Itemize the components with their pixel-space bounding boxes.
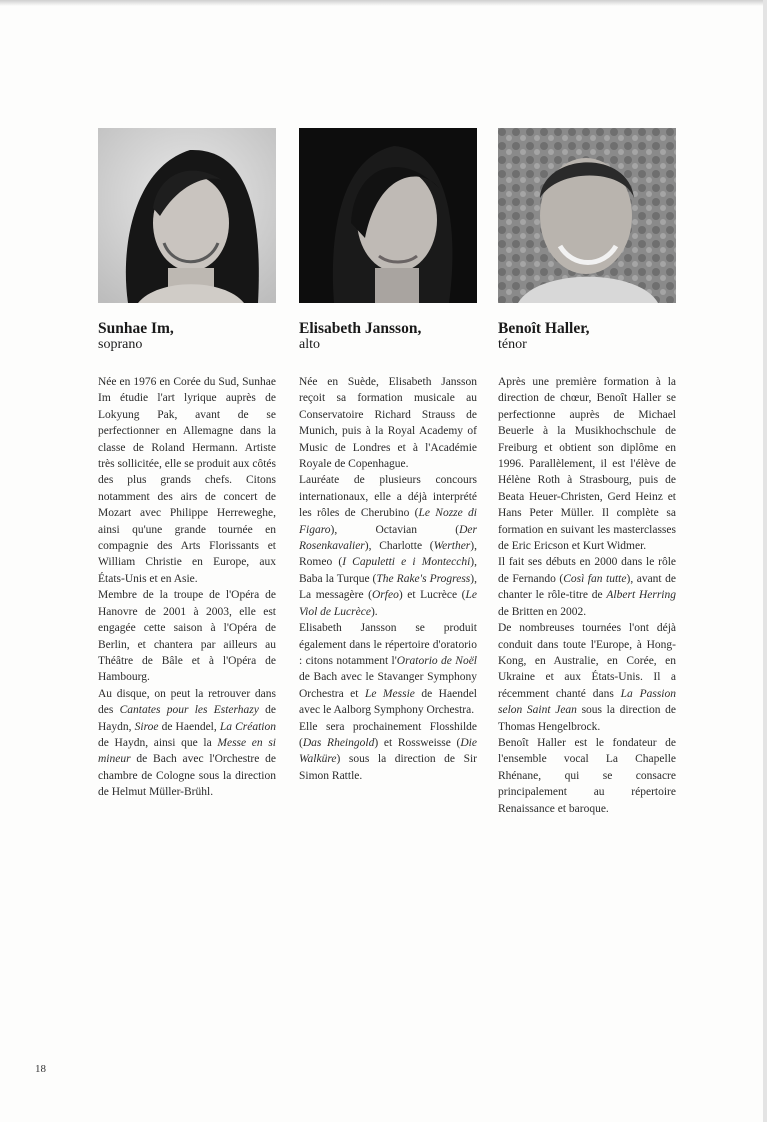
text-run: ). <box>370 605 378 618</box>
work-title: La Passion selon Saint Jean <box>498 687 676 717</box>
portrait-photo-sunhae-im <box>98 128 276 303</box>
text-run: Au disque, on peut la retrouver dans des <box>98 687 276 717</box>
page-number: 18 <box>35 1063 46 1075</box>
text-run: ), Octavian ( <box>330 523 460 536</box>
biography-paragraph <box>299 472 477 620</box>
text-run: de Haendel, <box>158 720 220 733</box>
work-title: Le Viol de Lucrèce <box>299 589 477 618</box>
biography-paragraph <box>299 620 477 718</box>
work-title: Le Messie <box>364 687 415 700</box>
text-run: Elisabeth Jansson se produit également dans le répertoire d'oratorio : citons notamment l' <box>299 622 477 667</box>
artist-biography <box>299 374 477 784</box>
artist-biography <box>98 374 276 801</box>
biography-paragraph <box>98 686 276 801</box>
work-title: Die Walküre <box>299 736 477 766</box>
biography-paragraph <box>498 554 676 620</box>
text-run: ), La messagère ( <box>299 572 477 602</box>
artist-biography <box>498 374 676 817</box>
page-right-edge <box>763 0 767 1122</box>
text-run: ) et Rossweisse ( <box>374 736 461 749</box>
artist-name: Elisabeth Jansson, <box>299 320 422 337</box>
work-title: Messe en si mineur <box>98 736 277 766</box>
biography-paragraph <box>98 374 276 587</box>
portrait-photo-elisabeth-jansson <box>299 128 477 303</box>
text-run: de Britten en 2002. <box>498 605 587 618</box>
work-title: Le Nozze di Figaro <box>299 507 477 536</box>
text-run: De nombreuses tournées l'ont déjà conduit dans toute l'Europe, à Hong-Kong, en Australie, en Corée, en Ukraine et aux États-Unis. Il a récemment chanté dans <box>498 622 676 700</box>
text-run: Lauréate de plusieurs concours internationaux, elle a déjà interprété les rôles de Cherubino ( <box>299 474 477 520</box>
text-run: ), Charlotte ( <box>364 540 434 553</box>
artist-column-1 <box>98 128 276 801</box>
artist-column-2 <box>299 128 477 784</box>
text-run: Née en 1976 en Corée du Sud, Sunhae Im étudie l'art lyrique auprès de Lokyung Pak, avant de se perfectionner en Allemagne dans la classe de Roland Hermann. Artiste très sollicitée, elle se produit aux côtés des plus grands chefs. Citons notamment des airs de concert de Mozart avec Philippe Herreweghe, ainsi qu'une grande tournée en compagnie des Arts Florissants et William Christie en Europe, aux États-Unis et en Asie. <box>98 376 276 585</box>
text-run: Benoît Haller est le fondateur de l'ensemble vocal La Chapelle Rhénane, qui se consacre principalement au répertoire Renaissance et baroque. <box>498 736 676 815</box>
artist-name: Benoît Haller, <box>498 320 590 337</box>
text-run: Elle sera prochainement Flosshilde ( <box>299 720 477 749</box>
work-title: The Rake's Progress <box>376 572 471 585</box>
work-title: Oratorio de Noël <box>396 654 477 667</box>
text-run: ) sous la direction de Sir Simon Rattle. <box>299 753 477 782</box>
biography-paragraph <box>498 620 676 735</box>
biography-paragraph <box>299 719 477 785</box>
artist-voice-type: ténor <box>498 337 527 352</box>
text-run: Membre de la troupe de l'Opéra de Hanovre de 2001 à 2003, elle est engagée cette saison à l'Opéra de Berlin, et chantera par ailleurs au Théâtre de Bâle et à l'Opéra de Hambourg. <box>98 589 276 684</box>
biography-paragraph <box>498 735 676 817</box>
text-run: de Bach avec l'Orchestre de chambre de Cologne sous la direction de Helmut Müller-Brühl. <box>98 753 276 799</box>
portrait-photo-benoit-haller <box>498 128 676 303</box>
text-run: ), Romeo ( <box>299 540 477 569</box>
work-title: Orfeo <box>371 589 399 602</box>
work-title: La Création <box>219 720 276 733</box>
work-title: Der Rosenkavalier <box>299 523 477 553</box>
text-run: Il fait ses débuts en 2000 dans le rôle de Fernando ( <box>498 556 676 585</box>
work-title: I Capuletti e i Montecchi <box>342 556 471 569</box>
text-run: de Haydn, ainsi que la <box>98 736 218 749</box>
text-run: ) et Lucrèce ( <box>398 589 466 602</box>
biography-paragraph <box>98 587 276 685</box>
work-title: Siroe <box>134 720 159 733</box>
work-title: Das Rheingold <box>302 736 375 749</box>
text-run: de Haendel avec le Aalborg Symphony Orchestra. <box>299 687 477 717</box>
text-run: ), Baba la Turque ( <box>299 556 477 585</box>
artist-voice-type: alto <box>299 337 320 352</box>
biography-paragraph <box>498 374 676 554</box>
biography-paragraph <box>299 374 477 472</box>
text-run: ), avant de chanter le rôle-titre de <box>498 572 677 602</box>
work-title: Cantates pour les Esterhazy <box>119 704 259 717</box>
artist-name: Sunhae Im, <box>98 320 174 337</box>
text-run: Née en Suède, Elisabeth Jansson reçoit sa formation musicale au Conservatoire Richard Strauss de Munich, puis à la Royal Academy of Music de Londres et à l'Académie Royale de Copenhague. <box>299 376 477 471</box>
work-title: Così fan tutte <box>563 572 627 585</box>
work-title: Werther <box>433 540 471 553</box>
work-title: Albert Herring <box>606 589 676 602</box>
page-top-edge <box>0 0 767 6</box>
text-run: sous la direction de Thomas Hengelbrock. <box>498 704 676 733</box>
artist-column-3 <box>498 128 676 817</box>
text-run: Après une première formation à la direction de chœur, Benoît Haller se perfectionne auprès de Michael Beuerle à la Musikhochschule de Freiburg et obtient son diplôme en 1996. Parallèlement, il est l'élève de Hélène Roth à Strasbourg, puis de Beata Heuer-Christen, Gerd Heinz et Hans Peter Müller. Il complète sa formation en suivant les masterclasses de Eric Ericson et Kurt Widmer. <box>498 376 676 553</box>
text-run: de Haydn, <box>98 704 276 733</box>
text-run: de Bach avec le Stavanger Symphony Orchestra et <box>299 671 477 700</box>
artist-voice-type: soprano <box>98 337 143 352</box>
